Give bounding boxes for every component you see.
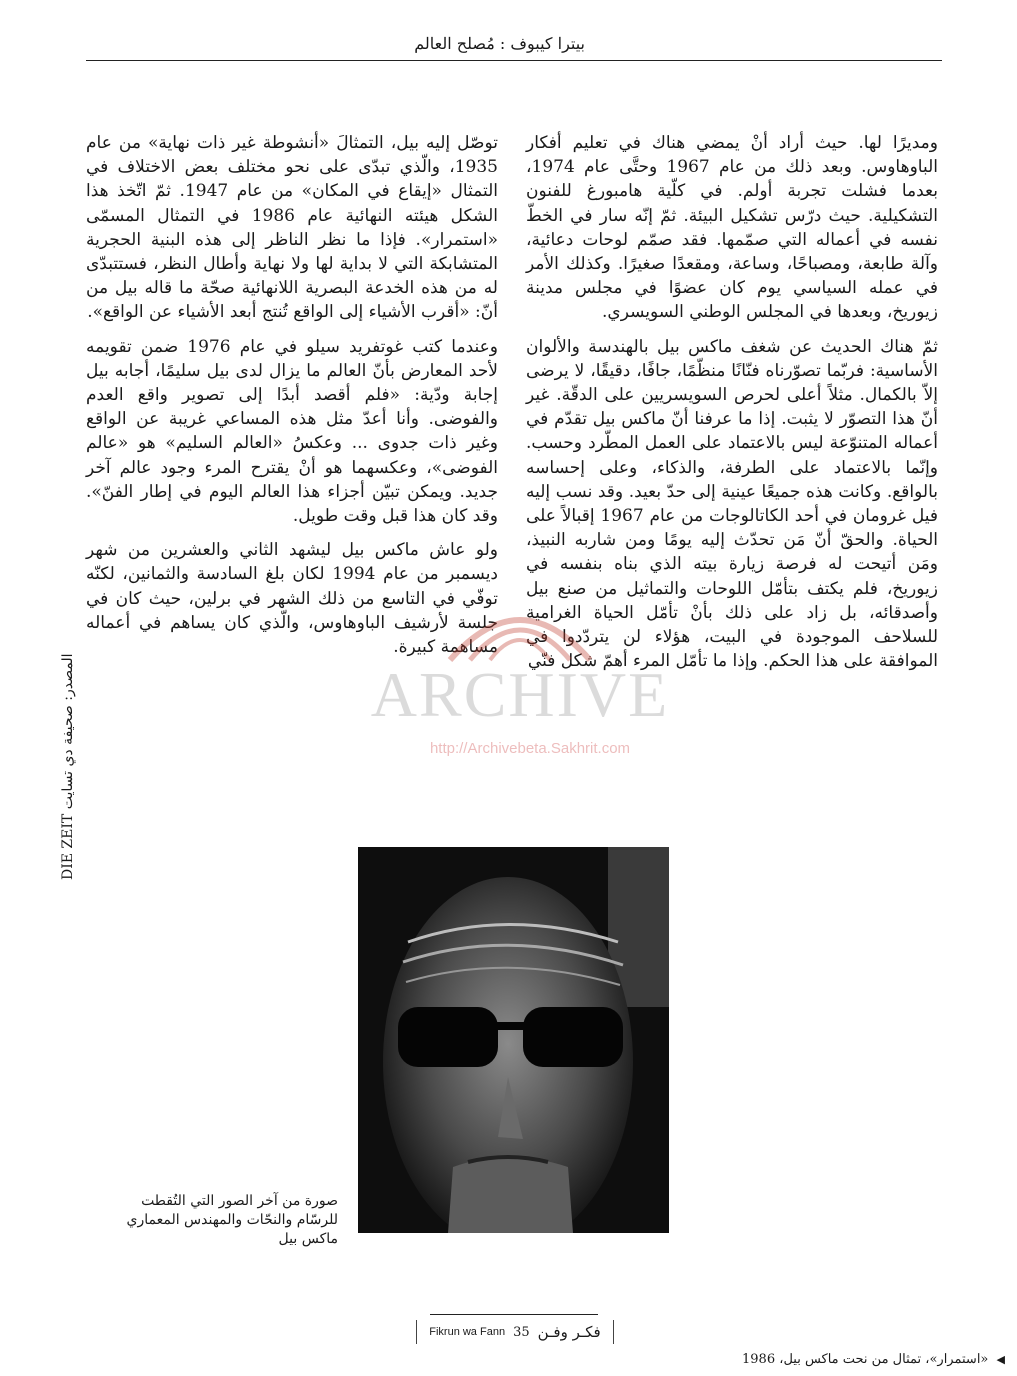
portrait-illustration [358,847,669,1233]
figure-reference-text: «استمرار»، تمثال من نحت ماكس بيل، 1986 [742,1352,989,1367]
watermark-text: ARCHIVE [370,659,670,730]
article-column-right [526,131,938,683]
article-column-left [86,131,498,669]
side-credit [60,580,80,880]
page-number: 35 [513,1324,530,1340]
footer [416,1320,614,1344]
running-head: بيترا كيبوف : مُصلح العالم [414,34,585,53]
paragraph: وعندما كتب غوتفريد سيلو في عام 1976 ضمن تقويمه لأحد المعارض بأنّ العالم ما يزال لدى بيل سليمًا، أجابه بيل إجابة ودّية: «فلم أقصد أبدًا إلى تصوير واقع العدم والفوضى. وأنا أعدّ مثل هذه المساعي غريبة عن الواقع وغير ذات جدوى ... وعكسُ «العالم السليم» هو «عالم الفوضى»، وعكسهما هو أنْ يقترح المرء وجود عالم آخر جديد. ويمكن تبيّن أجزاء هذا العالم اليوم في إطار الفنّ». وقد كان هذا قبل وقت طويل. [86,336,498,527]
portrait-photo [358,847,669,1233]
footer-rule [430,1314,598,1315]
photo-caption: صورة من آخر الصور التي التُقطت للرسّام والنحّات والمهندس المعماري ماكس بيل [126,1193,338,1247]
watermark-url: http://Archivebeta.Sakhrit.com [429,740,631,757]
paragraph: ثمّ هناك الحديث عن شغف ماكس بيل بالهندسة والألوان الأساسية: فربّما تصوّرناه فنّانًا منظّمًا، جافًا، دقيقًا، لا يرضى إلاّ بالكمال. مثلاً أعلى لحرص السويسريين على الدقّة. غير أنّ هذا التصوّر لا يثبت. إذا ما عرفنا أنّ ماكس بيل تقدّم في أعماله المتنوّعة ليس بالاعتماد على العمل المطّرد وحسب. وإنّما بالاعتماد على الطرفة، والذكاء، وعلى إحساسه بالواقع. وكانت هذه جميعًا عينية إلى حدّ بعيد. وقد نسب إليه فيل غرومان في أحد الكاتالوجات من عام 1967 إقبالاً على الحياة. والحقّ أنّ مَن تحدّث إليه يومًا ومن شاربه النبيذ، ومَن أتيحت له فرصة زيارة بيته الذي بناه بنفسه في زيوريخ، فلم يكتف بتأمّل اللوحات والتماثيل من صنع بيل وأصدقائه، بل زاد على ذلك بأنْ تأمّل الحياة الغرامية للسلاحف الموجودة في البيت، هؤلاء لن يتردّدوا في الموافقة على هذا الحكم. وإذا ما تأمّل المرء أهمّ شكل فنّي [526,336,938,672]
magazine-name-arabic: فكـر وفـن [537,1323,601,1341]
pointer-arrow-icon: ◀ [996,1353,1005,1366]
side-credit-text: المصدر: صحيفة دي تسايت DIE ZEIT [60,653,76,880]
paragraph: ومديرًا لها. حيث أراد أنْ يمضي هناك في تعليم أفكار الباوهاوس. وبعد ذلك من عام 1967 وحتَّى عام 1974، بعدما فشلت تجربة أولم. في كلّية هامبورغ للفنون التشكيلية. حيث درّس تشكيل البيئة. ثمّ إنّه سار في الخطّ نفسه في أعماله التي صمّمها. فقد صمّم لوحات دعائية، وآلة طابعة، ومصباحًا، وساعة، ومقعدًا صغيرًا. وكذلك الأمر في عمله السياسي يوم كان عضوًا في مجلس مدينة زيوريخ، وبعدها في المجلس الوطني السويسري. [526,133,938,323]
paragraph: ولو عاش ماكس بيل ليشهد الثاني والعشرين من شهر ديسمبر من عام 1994 لكان بلغ السادسة والثمانين، لكنّه توفّي في التاسع من ذلك الشهر في برلين، حيث كان في جلسة لأرشيف الباوهاوس، والّذي كان يساهم في أعماله مساهمة كبيرة. [86,540,498,658]
header-rule [86,60,942,61]
figure-reference [742,1352,1005,1367]
magazine-name-latin: Fikrun wa Fann [429,1326,506,1338]
paragraph: توصّل إليه بيل، التمثالَ «أنشوطة غير ذات نهاية» من عام 1935، والّذي تبدّى على نحو مختلف بعض الاختلاف في التمثال «إيقاع في المكان» من عام 1947. ثمّ اتّخذ هذا الشكل هيئته النهائية عام 1986 في التمثال المسمّى «استمرار». فإذا ما نظر الناظر إلى هذه البنية الحجرية المتشابكة التي لا بداية لها ولا نهاية وأطال النظر، فستتبدّى له من هذه الخدعة البصرية اللانهائية صحّة ما قاله بيل من أنّ: «أقرب الأشياء إلى الواقع تُنتج أبعد الأشياء عن الواقع». [86,133,498,323]
